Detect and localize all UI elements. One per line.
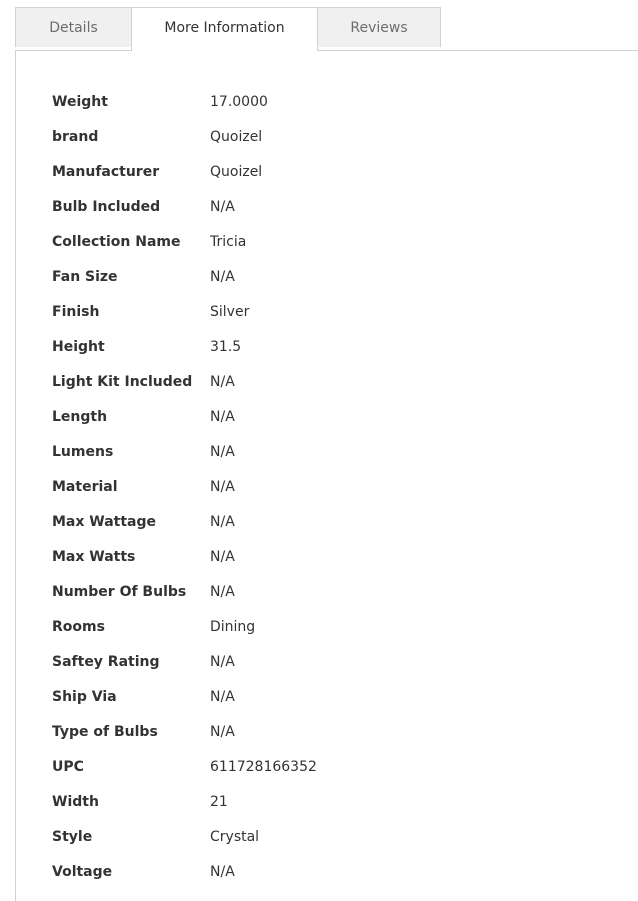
spec-label: Style (52, 828, 93, 845)
spec-label: Lumens (52, 443, 114, 460)
spec-value: N/A (210, 583, 235, 600)
tab-more-information[interactable]: More Information (131, 7, 318, 51)
tab-reviews[interactable]: Reviews (317, 7, 441, 47)
spec-row (52, 784, 317, 819)
spec-value: N/A (210, 268, 235, 285)
spec-label: Weight (52, 93, 108, 110)
spec-row (52, 469, 317, 504)
spec-value: Silver (210, 303, 250, 320)
spec-value: N/A (210, 513, 235, 530)
spec-row (52, 364, 317, 399)
spec-label: Rooms (52, 618, 105, 635)
spec-label: Collection Name (52, 233, 181, 250)
spec-label: Material (52, 478, 118, 495)
spec-value: N/A (210, 548, 235, 565)
spec-row (52, 749, 317, 784)
spec-row (52, 539, 317, 574)
spec-value: N/A (210, 408, 235, 425)
spec-row (52, 574, 317, 609)
spec-value: N/A (210, 723, 235, 740)
spec-label: Manufacturer (52, 163, 160, 180)
spec-value: N/A (210, 478, 235, 495)
spec-value: 31.5 (210, 338, 242, 355)
spec-value: N/A (210, 373, 235, 390)
spec-label: Fan Size (52, 268, 118, 285)
spec-value: N/A (210, 653, 235, 670)
spec-label: Max Watts (52, 548, 136, 565)
spec-value: N/A (210, 688, 235, 705)
tab-details[interactable]: Details (15, 7, 132, 47)
spec-label: Light Kit Included (52, 373, 193, 390)
spec-row (52, 434, 317, 469)
spec-label: brand (52, 128, 99, 145)
spec-value: N/A (210, 198, 235, 215)
spec-label: Voltage (52, 863, 113, 880)
specifications-table (52, 84, 317, 889)
spec-value: 611728166352 (210, 758, 317, 775)
more-information-panel (15, 50, 638, 901)
spec-label: Ship Via (52, 688, 117, 705)
spec-row (52, 189, 317, 224)
spec-value: Quoizel (210, 163, 263, 180)
spec-row (52, 714, 317, 749)
spec-label: Finish (52, 303, 100, 320)
spec-label: Max Wattage (52, 513, 157, 530)
spec-row (52, 329, 317, 364)
spec-row (52, 609, 317, 644)
spec-row (52, 224, 317, 259)
spec-value: Crystal (210, 828, 260, 845)
spec-label: Width (52, 793, 99, 810)
spec-row (52, 504, 317, 539)
spec-value: Tricia (210, 233, 247, 250)
spec-value: N/A (210, 863, 235, 880)
spec-row (52, 819, 317, 854)
spec-value: Quoizel (210, 128, 263, 145)
spec-label: Number Of Bulbs (52, 583, 187, 600)
spec-row (52, 679, 317, 714)
spec-value: 17.0000 (210, 93, 268, 110)
spec-label: Bulb Included (52, 198, 161, 215)
spec-row (52, 294, 317, 329)
spec-row (52, 84, 317, 119)
spec-label: Height (52, 338, 105, 355)
spec-value: 21 (210, 793, 228, 810)
spec-label: Saftey Rating (52, 653, 160, 670)
spec-row (52, 399, 317, 434)
spec-row (52, 854, 317, 889)
spec-row (52, 119, 317, 154)
spec-row (52, 259, 317, 294)
spec-value: N/A (210, 443, 235, 460)
spec-row (52, 644, 317, 679)
spec-label: UPC (52, 758, 84, 775)
spec-label: Type of Bulbs (52, 723, 158, 740)
spec-row (52, 154, 317, 189)
spec-value: Dining (210, 618, 256, 635)
spec-label: Length (52, 408, 108, 425)
